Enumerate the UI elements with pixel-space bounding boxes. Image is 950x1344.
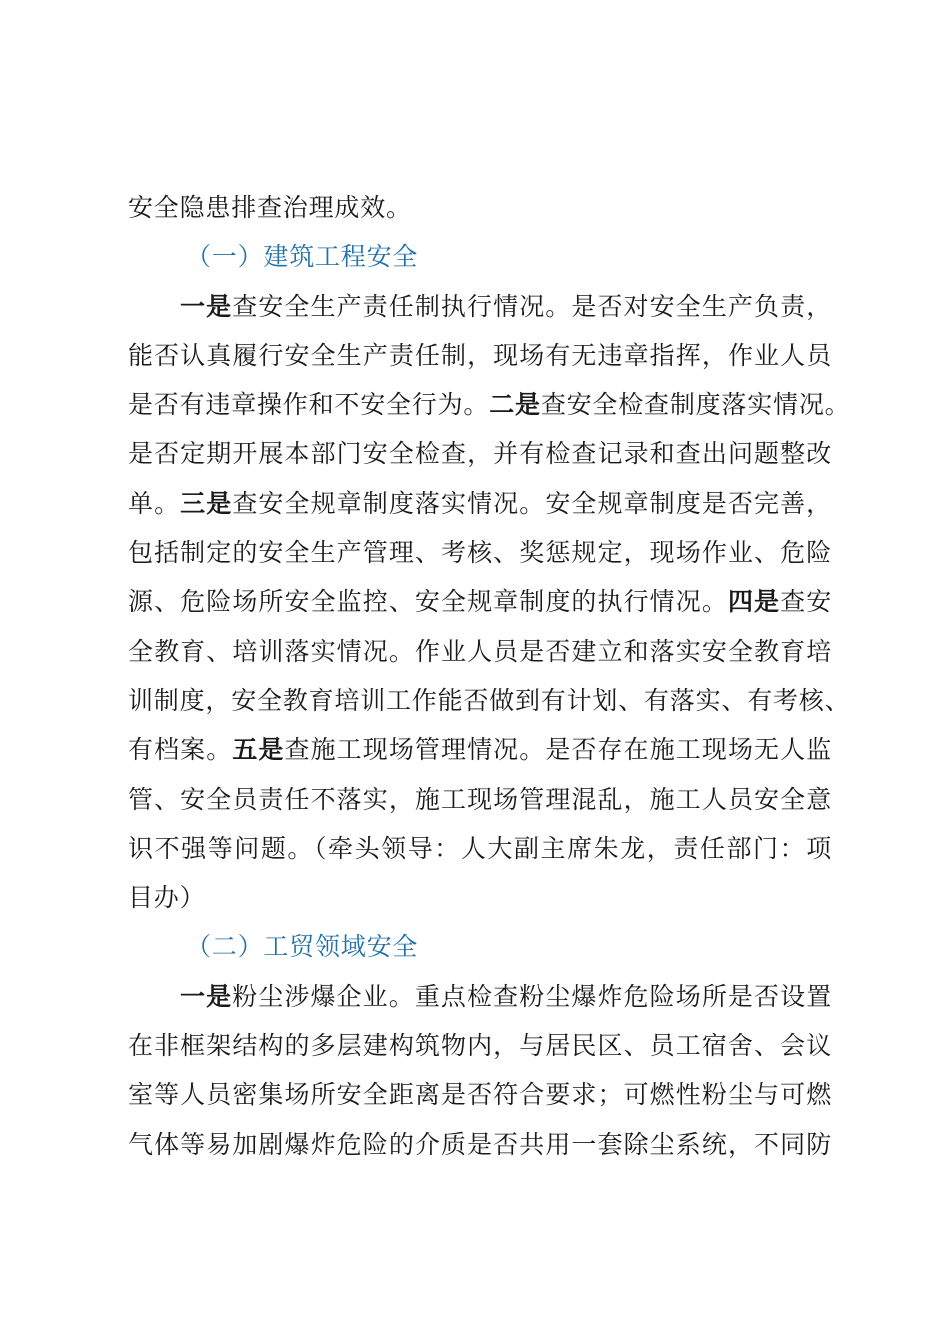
intro-tail-text: 安全隐患排查治理成效。 — [128, 193, 412, 222]
section-heading-construction: （一）建筑工程安全 — [186, 242, 419, 272]
paragraph-line: 源、危险场所安全监控、安全规章制度的执行情况。四是查安 — [128, 587, 832, 617]
bold-marker: 五是 — [232, 735, 285, 765]
bold-marker: 一是 — [180, 981, 233, 1011]
bold-marker: 四是 — [727, 587, 781, 617]
paragraph-line: 有档案。五是查施工现场管理情况。是否存在施工现场无人监 — [128, 735, 832, 765]
paragraph-line: 全教育、培训落实情况。作业人员是否建立和落实安全教育培 — [128, 636, 832, 666]
paragraph-line: 目办） — [128, 883, 206, 913]
paragraph-line: 训制度，安全教育培训工作能否做到有计划、有落实、有考核、 — [128, 685, 851, 715]
document-body — [128, 183, 851, 1169]
paragraph-line: 气体等易加剧爆炸危险的介质是否共用一套除尘系统，不同防 — [128, 1129, 832, 1159]
paragraph-line: 单。三是查安全规章制度落实情况。安全规章制度是否完善， — [128, 488, 832, 518]
paragraph-line: 管、安全员责任不落实，施工现场管理混乱，施工人员安全意 — [128, 784, 832, 814]
paragraph-line: 是否有违章操作和不安全行为。二是查安全检查制度落实情况。 — [128, 390, 851, 420]
paragraph-line: 识不强等问题。（牵头领导：人大副主席朱龙，责任部门：项 — [128, 833, 832, 863]
paragraph-line: 一是查安全生产责任制执行情况。是否对安全生产负责， — [180, 291, 832, 321]
paragraph-line: 一是粉尘涉爆企业。重点检查粉尘爆炸危险场所是否设置 — [180, 981, 832, 1011]
paragraph-line: 能否认真履行安全生产责任制，现场有无违章指挥，作业人员 — [128, 340, 832, 370]
section-heading-industry-trade: （二）工贸领域安全 — [186, 932, 419, 962]
paragraph-line: 在非框架结构的多层建构筑物内，与居民区、员工宿舍、会议 — [128, 1031, 832, 1061]
paragraph-line: 包括制定的安全生产管理、考核、奖惩规定，现场作业、危险 — [128, 538, 832, 568]
paragraph-line — [128, 183, 832, 232]
paragraph-line: 是否定期开展本部门安全检查，并有检查记录和查出问题整改 — [128, 439, 832, 469]
paragraph-line: 室等人员密集场所安全距离是否符合要求；可燃性粉尘与可燃 — [128, 1080, 832, 1110]
bold-marker: 一是 — [180, 291, 233, 321]
bold-marker: 二是 — [489, 390, 541, 420]
bold-marker: 三是 — [180, 488, 233, 518]
